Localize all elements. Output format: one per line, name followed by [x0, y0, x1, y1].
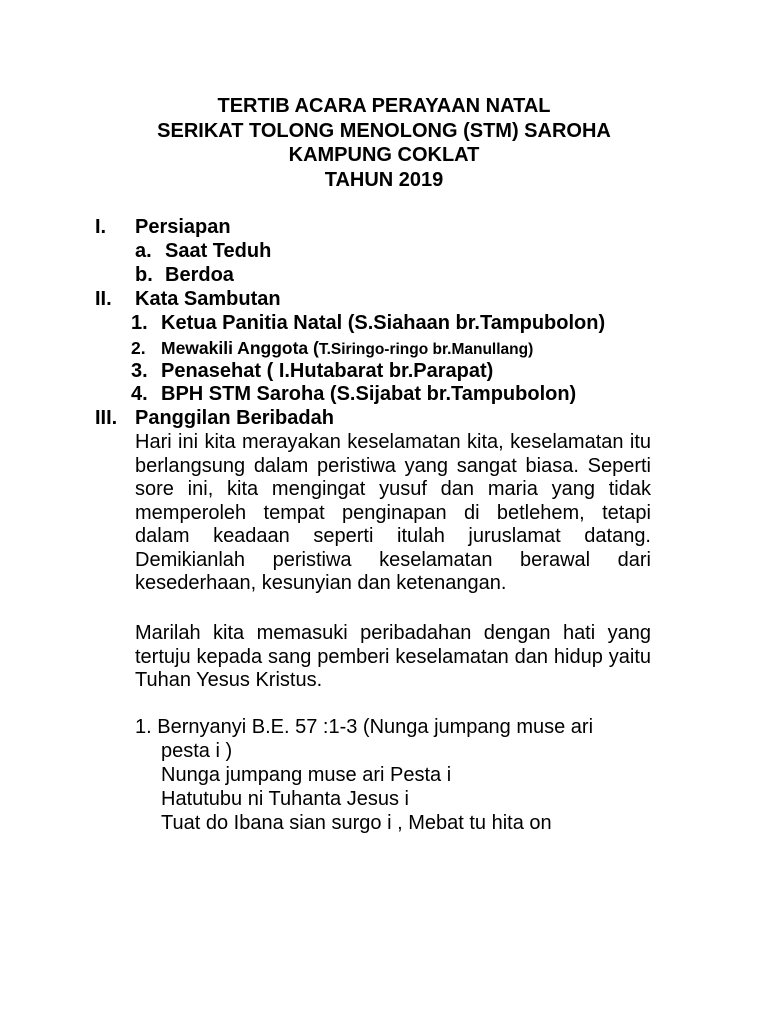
lyric-line: Nunga jumpang muse ari Pesta i	[161, 764, 452, 786]
lyric-line: Hatutubu ni Tuhanta Jesus i	[161, 788, 409, 810]
item-text: BPH STM Saroha (S.Sijabat br.Tampubolon)	[161, 383, 577, 405]
item-marker: b.	[135, 264, 153, 286]
item-text-main: Mewakili Anggota (	[161, 338, 319, 358]
item-text: Saat Teduh	[165, 240, 272, 262]
item-marker: 2.	[131, 338, 146, 358]
item-text: Berdoa	[165, 264, 234, 286]
title-line-4: TAHUN 2019	[324, 168, 444, 191]
section-title: Persiapan	[135, 216, 231, 238]
song-title: Bernyanyi B.E. 57 :1-3 (Nunga jumpang muse ari	[157, 716, 594, 738]
section-number: I.	[95, 216, 107, 238]
paragraph: Marilah kita memasuki peribadahan dengan hati yang tertuju kepada sang pemberi keselamatan dan hidup yaitu Tuhan Yesus Kristus.	[135, 622, 651, 691]
lyric-line: Tuat do Ibana sian surgo i , Mebat tu hita on	[161, 812, 552, 834]
item-marker: 3.	[131, 360, 148, 382]
item-marker: 4.	[131, 383, 148, 405]
title-line-1: TERTIB ACARA PERAYAAN NATAL	[217, 95, 551, 117]
document-title	[0, 94, 768, 192]
item-text: Penasehat ( I.Hutabarat br.Parapat)	[161, 360, 494, 382]
section-title: Panggilan Beribadah	[135, 407, 334, 429]
item-text	[161, 338, 533, 359]
section-number: II.	[95, 288, 112, 310]
title-line-2: SERIKAT TOLONG MENOLONG (STM) SAROHA	[157, 119, 611, 142]
song-title-continued: pesta i )	[161, 740, 233, 762]
section-number: III.	[95, 407, 118, 429]
item-text-paren: T.Siringo-ringo br.Manullang)	[318, 341, 534, 358]
title-line-3: KAMPUNG COKLAT	[288, 144, 480, 167]
item-text: Ketua Panitia Natal (S.Siahaan br.Tampubolon)	[161, 312, 606, 334]
item-marker: 1.	[131, 312, 148, 334]
paragraph: Hari ini kita merayakan keselamatan kita, keselamatan itu berlangsung dalam peristiwa yang sangat biasa. Seperti sore ini, kita mengingat yusuf dan maria yang tidak memperoleh tempat penginapan di betlehem, tetapi dalam keadaan seperti itulah juruslamat datang. Demikianlah peristiwa keselamatan berawal dari kesederhaan, kesunyian dan ketenangan.	[135, 431, 651, 594]
item-marker: 1.	[135, 716, 152, 738]
section-title: Kata Sambutan	[135, 288, 281, 310]
item-marker: a.	[135, 240, 152, 262]
song-item	[135, 716, 593, 739]
